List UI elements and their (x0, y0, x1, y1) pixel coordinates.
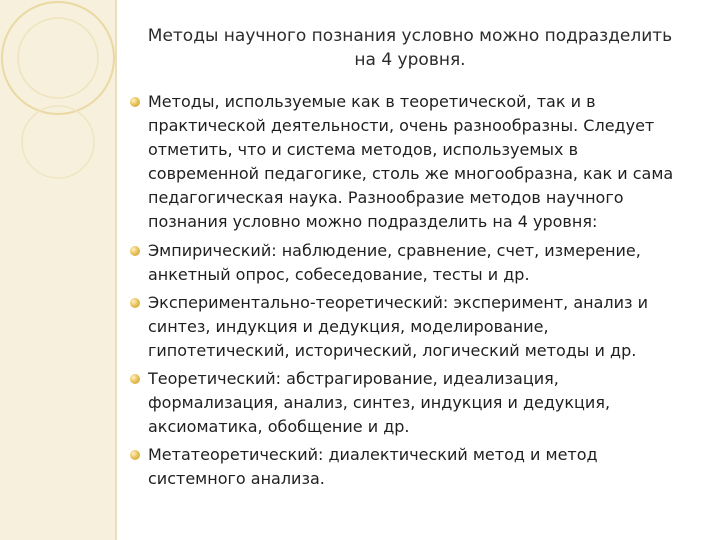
bullet-item-5 (128, 443, 688, 491)
bullet-item-4-line-2: формализация, анализ, синтез, индукция и дедукция, (148, 393, 611, 413)
bullet-dot-icon (130, 246, 140, 256)
bullet-item-1-line-1: Методы, используемые как в теоретической, так и в (148, 92, 596, 111)
slide-title-line-2: на 4 уровня. (354, 50, 466, 70)
bullet-item-3-line-3: гипотетический, исторический, логический методы и др. (148, 340, 637, 360)
bullet-dot-icon (130, 298, 140, 308)
bullet-item-4-line-3: аксиоматика, обобщение и др. (148, 417, 410, 437)
bullet-item-1-line-2: практической деятельности, очень разнообразны. Следует (148, 116, 655, 136)
bullet-item-1 (128, 90, 688, 235)
bullet-item-3-line-2: синтез, индукция и дедукция, моделирование, (148, 316, 549, 336)
bullet-dot-icon (130, 97, 140, 107)
bullet-dot-icon (130, 374, 140, 384)
bullet-item-2 (128, 239, 688, 287)
bullet-item-2-line-2: анкетный опрос, собеседование, тесты и др. (148, 264, 530, 284)
bullet-item-2-line-1: Эмпирический: наблюдение, сравнение, счет, измерение, (148, 240, 641, 260)
bullet-list (128, 90, 688, 496)
left-decor-panel (0, 0, 117, 540)
bullet-item-1-line-4: современной педагогике, столь же многообразна, как и сама (148, 164, 674, 184)
bullet-item-1-line-5: педагогическая наука. Разнообразие методов научного (148, 188, 624, 208)
slide-title (110, 24, 710, 72)
bullet-item-5-line-2: системного анализа. (148, 469, 325, 489)
bullet-item-1-line-6: познания условно можно подразделить на 4 уровня: (148, 212, 598, 232)
bullet-item-1-line-3: отметить, что и система методов, используемых в (148, 140, 578, 160)
bullet-item-4 (128, 367, 688, 439)
bullet-item-5-line-1: Метатеоретический: диалектический метод и метод (148, 445, 598, 465)
bullet-item-4-line-1: Теоретический: абстрагирование, идеализация, (148, 369, 559, 389)
bullet-item-3-line-1: Экспериментально-теоретический: эксперимент, анализ и (148, 292, 649, 312)
slide-title-line-1: Методы научного познания условно можно подразделить (147, 26, 673, 46)
decorative-circles-icon (0, 0, 117, 220)
bullet-item-3 (128, 291, 688, 363)
bullet-dot-icon (130, 450, 140, 460)
